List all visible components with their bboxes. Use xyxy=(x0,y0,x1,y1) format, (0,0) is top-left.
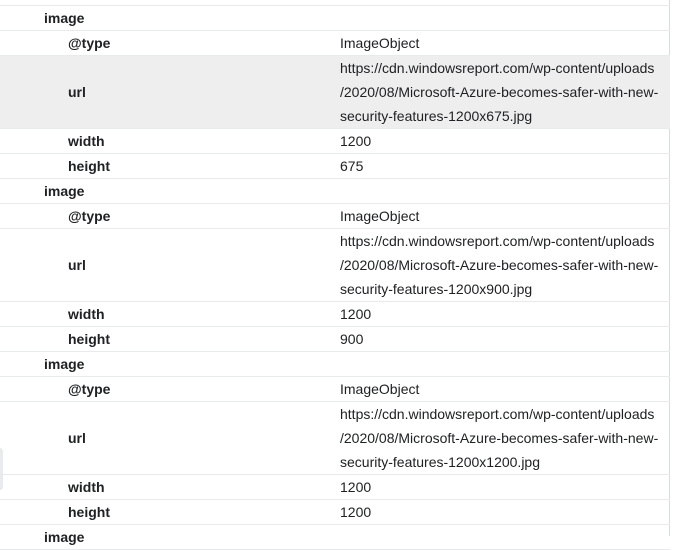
table-row-width xyxy=(0,302,670,327)
table-row-type xyxy=(0,31,670,56)
property-value: 1200 xyxy=(340,479,372,495)
table-row-height xyxy=(0,500,670,525)
property-key: url xyxy=(68,430,86,446)
property-key: height xyxy=(68,331,110,347)
property-value: ImageObject xyxy=(340,208,420,224)
property-value: 1200 xyxy=(340,504,372,520)
property-key: @type xyxy=(68,208,111,224)
property-key: height xyxy=(68,504,110,520)
table-row-image xyxy=(0,6,670,31)
url-value-line: /2020/08/Microsoft-Azure-becomes-safer-with-new- xyxy=(340,257,659,273)
url-value-line: /2020/08/Microsoft-Azure-becomes-safer-with-new- xyxy=(340,84,659,100)
property-value: ImageObject xyxy=(340,35,420,51)
table-row-url xyxy=(0,402,670,475)
table-row-width xyxy=(0,475,670,500)
table-row-image xyxy=(0,352,670,377)
url-value-line: https://cdn.windowsreport.com/wp-content/uploads xyxy=(340,60,655,76)
property-key: image xyxy=(44,10,85,26)
property-value: 675 xyxy=(340,158,364,174)
property-value: 900 xyxy=(340,331,364,347)
property-value: 1200 xyxy=(340,133,372,149)
table-row-url xyxy=(0,229,670,302)
property-table xyxy=(0,6,670,550)
property-value: ImageObject xyxy=(340,381,420,397)
url-value-line: security-features-1200x900.jpg xyxy=(340,281,533,297)
table-row-width xyxy=(0,129,670,154)
resize-handle[interactable] xyxy=(0,448,3,490)
table-row-height xyxy=(0,327,670,352)
url-value-line: https://cdn.windowsreport.com/wp-content/uploads xyxy=(340,406,655,422)
table-row-type xyxy=(0,377,670,402)
property-key: url xyxy=(68,257,86,273)
property-value: 1200 xyxy=(340,306,372,322)
property-key: width xyxy=(68,479,105,495)
property-key: @type xyxy=(68,381,111,397)
table-row-height xyxy=(0,154,670,179)
property-key: image xyxy=(44,183,85,199)
url-value-line: /2020/08/Microsoft-Azure-becomes-safer-with-new- xyxy=(340,430,659,446)
property-key: image xyxy=(44,356,85,372)
table-row-type xyxy=(0,204,670,229)
property-key: height xyxy=(68,158,110,174)
url-value-line: security-features-1200x675.jpg xyxy=(340,108,533,124)
property-key: @type xyxy=(68,35,111,51)
property-key: image xyxy=(44,529,85,545)
url-value-line: https://cdn.windowsreport.com/wp-content/uploads xyxy=(340,233,655,249)
table-row-image xyxy=(0,525,670,550)
table-row-url xyxy=(0,56,670,129)
table-row-image xyxy=(0,179,670,204)
url-value-line: security-features-1200x1200.jpg xyxy=(340,454,541,470)
property-key: url xyxy=(68,84,86,100)
property-key: width xyxy=(68,133,105,149)
property-key: width xyxy=(68,306,105,322)
